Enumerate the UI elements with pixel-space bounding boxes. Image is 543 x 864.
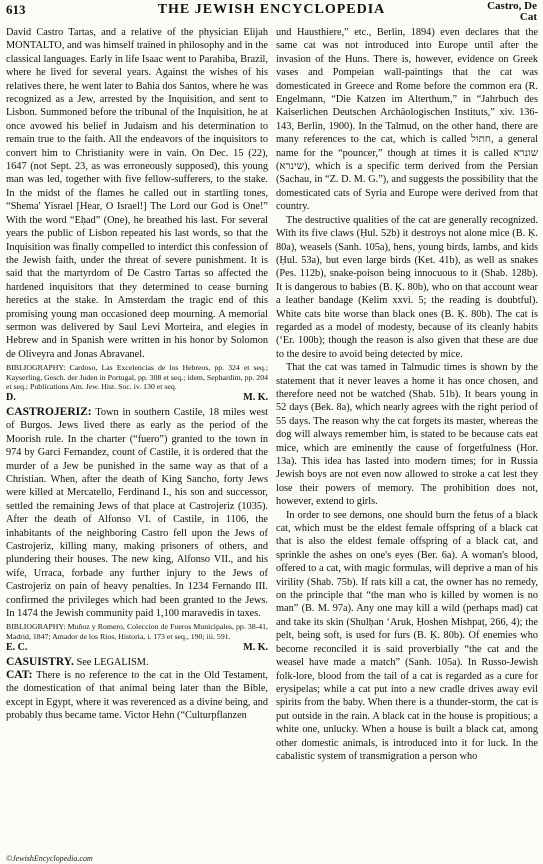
paragraph: und Hausthiere,” etc., Berlin, 1894) even declares that the same cat was not introduced into Europe until after the invasion of the Huns. There is, however, evidence on Greek vases and Pompeian wall-paintings that the cat was domesticated in Greece and Rome before the common era (R. Engelmann, “Die Katzen im Alterthum,” in “Jahrbuch des Kaiserlichen Deutschen Archäologischen Instituts,” xiv. 136-143, Berlin, 1900). In the Talmud, on the other hand, there are many references to the cat, which is called חתול, a general name for the “pouncer,” though at times it is called שונרא (שינרא), which is a specific term derived from the Persian (Sachau, in “Z. D. M. G.”), and suggests the possibility that the domesticated cats of Syria and Europe were derived from that country. bbox=[276, 27, 538, 213]
right-column bbox=[276, 26, 538, 763]
entry-castrojeriz bbox=[6, 406, 268, 621]
guide-word-first: Castro, De bbox=[487, 0, 537, 12]
entry-text: Town in southern Castile, 18 miles west of Burgos. Jews lived there as early as the period of the Moorish rule. In the charter (“fuero”) granted to the town in 974 by Garci Fernandez, count of Castile, it is ordered that the murder of a Jew be punished in the same way as that of a Christian. When, after the death of King Sancho, forty Jews were killed at Mercatello, Ferdinand I., his son and successor, settled the remaining Jews of that place at Castrojeriz (1035). After the death of Alfonso VI. of Castile, in 1106, the inhabitants of the neighboring Castro fell upon the Jews of Castrojeriz, killing many, making prisoners of others, and plundering their houses. The new king, Alfonso VII., and his wife, Urraca, forbade any further injury to the Jews of Castrojeriz on pain of heavy penalties. In 1234 Fernando III. confirmed the privileges which had been granted to the Jews. In 1474 the Jewish community paid 1,100 maravedis in taxes. bbox=[6, 406, 268, 620]
bibliography: BIBLIOGRAPHY: Muñoz y Romero, Coleccion de Fueros Municipales, pp. 38-41, Madrid, 1847; Amador de los Rios, Historia, i. 173 et seq., 190; iii. 591. bbox=[6, 622, 268, 642]
left-column bbox=[6, 26, 268, 723]
paragraph: In order to see demons, one should burn the fetus of a black cat, which must be the eldest female offspring of a black cat that is also the eldest female offspring of a black cat, and sprinkle the ashes on one's eyes (Ber. 6a). A woman's blood, offered to a cat, with magic formulas, will deprive a man of his virility (Shab. 75b). If rats kill a cat, the owner has no remedy, on the principle that “the man who is killed by women is no man” (B. M. 97a). Any one may kill a wild (perhaps mad) cat and take its skin (Shulḥan ‘Aruk, Ḥoshen Mishpaṭ, 266, 4); the pelt, being soft, is used for furs (B. Ḳ. 80b). Of enemies who become reconciled it is said proverbially “the cat and the weasel have made a match” (Sanh. 105a). In Russo-Jewish folk-lore, blood from the tail of a cat is regarded as a cure for erysipelas; while a cat put into a new cradle drives away evil spirits from the baby. When there is a thunder-storm, the cat is put outside in the rain. A black cat in the house is propitious; a white one, unlucky. When a house is built a black cat, among other domestic animals, is introduced into it for luck. In the cabalistic system of transmigration a person who bbox=[276, 509, 538, 762]
page-number: 613 bbox=[6, 2, 26, 17]
sig-left: D. bbox=[6, 391, 16, 403]
sig-right: M. K. bbox=[243, 641, 268, 653]
author-signature bbox=[6, 642, 268, 654]
guide-word-last: Cat bbox=[519, 11, 537, 23]
running-title: THE JEWISH ENCYCLOPEDIA bbox=[157, 2, 386, 17]
entry-heading: CASTROJERIZ: bbox=[6, 405, 92, 418]
author-signature bbox=[6, 392, 268, 404]
entry-heading: CAT: bbox=[6, 669, 33, 682]
bibliography: BIBLIOGRAPHY: Cardoso, Las Excelencias de los Hebreos, pp. 324 et seq.; Kayserling, Gesch. der Juden in Portugal, pp. 308 et seq.; idem, Sephardim, pp. 204 et seq.; Publications Am. Jew. Hist. Soc. iv. 130 et seq. bbox=[6, 363, 268, 392]
entry-heading: CASUISTRY. bbox=[6, 655, 74, 668]
sig-left: E. C. bbox=[6, 641, 28, 653]
paragraph: That the cat was tamed in Talmudic times is shown by the statement that it never leaves a home it has once chosen, and therefore need not be watched (Shab. 51b). It bears young in 52 days (Bek. 8a), which nearly agrees with the right period of 55 days. The reason why the cat forgets its master, whereas the dog will always remember him, is stated to be because cats eat mice, which are eminently the cause of forgetfulness (Hor. 13a). This idea has lasted into modern times; for in Russia Jewish boys are not even now allowed to stroke a cat lest they lose their powers of memory. The prohibition does not, however, extend to girls. bbox=[276, 362, 538, 508]
sig-right: M. K. bbox=[243, 391, 268, 403]
guide-words bbox=[487, 1, 537, 23]
entry-casuistry bbox=[6, 656, 268, 669]
paragraph: The destructive qualities of the cat are generally recognized. With its five claws (Ḥul. 52b) it destroys not alone mice (B. Ḳ. 80a), weasels (Sanh. 105a), hens, young birds, lambs, and kids (Ḥul. 53a), but even large birds (Ket. 41b), as well as snakes (Pes. 112b), snake-poison being innocuous to it (Shab. 128b). It is dangerous to babies (B. Ḳ. 80b), who on that account wear a leather bandage (Kelim xxvi. 5; the reading is doubtful). White cats bite worse than black ones (B. Ḳ. 80b). The cat is regarded as a model of modesty, because of its cleanly habits (‘Er. 100b); though the reason is also given that these are due to the desire to avoid being detected by mice. bbox=[276, 214, 538, 360]
entry-text: See LEGALISM. bbox=[76, 656, 149, 668]
page-header bbox=[0, 0, 543, 26]
entry-text: There is no reference to the cat in the Old Testament, the domestication of that animal being later than the Bible, except in Egypt, where it was reverenced as a divine being, and probably thus became tame. Victor Hehn (“Culturpflanzen bbox=[6, 670, 269, 722]
source-watermark: ©JewishEncyclopedia.com bbox=[6, 854, 93, 863]
paragraph: David Castro Tartas, and a relative of the physician Elijah MONTALTO, and was himself trained in philosophy and in the classical languages. Early in life Isaac went to Parahiba, Brazil, where he lived for several years. Against the wishes of his relatives there, he went later to Bahia dos Santos, where he was recognized as a Jew, arrested by the Inquisition, and sent to Lisbon. Summoned before the tribunal of the Inquisition, he at once avowed his belief in Judaism and his determination to remain true to the faith. All the endeavors of the inquisitors to convert him to Christianity were in vain. On Dec. 15 (22), 1647 (not Sept. 23, as was erroneously supposed), this young man was led, together with five fellow-sufferers, to the stake. In the midst of the flames he called out in startling tones, “Shema' Yisrael [Hear, O Israel!] The Lord our God is One!” With the word “Eḥad” (One), he breathed his last. For several years the public of Lisbon repeated his last words, so that the Inquisition was finally compelled to interdict this confession of the Jewish faith, under the threat of severe punishment. It is said that the martyrdom of De Castro Tartas so affected the hardened inquisitors that they determined to cease burning heretics at the stake. In Amsterdam the tragic end of this promising young man occasioned deep mourning. A memorial sermon was delivered by Saul Levi Morteira, and elegies in Hebrew and in Spanish were written in his honor by Solomon de Oliveyra and Jonas Abravanel. bbox=[6, 27, 268, 360]
entry-cat bbox=[6, 669, 268, 723]
